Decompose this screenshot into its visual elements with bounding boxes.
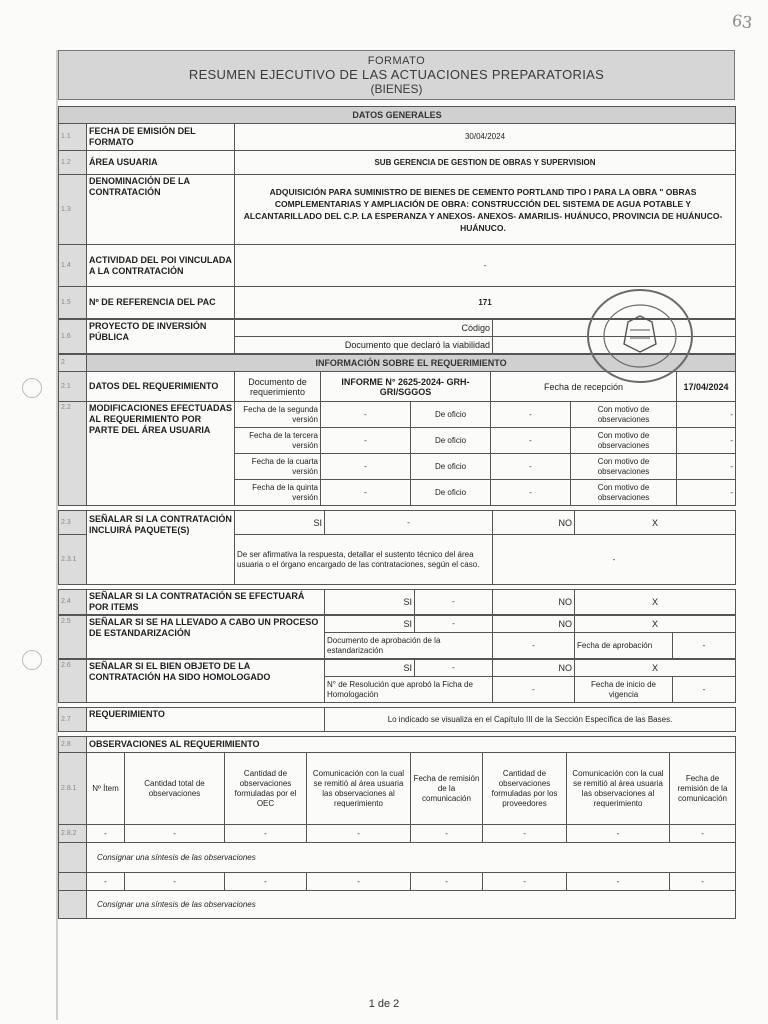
row-number: 1.5 xyxy=(59,287,87,319)
mod-motivo-value: - xyxy=(677,428,736,454)
mod-version-date: - xyxy=(321,428,411,454)
fecha-emision-value: 30/04/2024 xyxy=(235,124,736,151)
row-number: 2.8.1 xyxy=(59,753,87,825)
paquete-label: SEÑALAR SI LA CONTRATACIÓN INCLUIRÁ PAQUETE(S) xyxy=(87,511,235,585)
mod-version-date: - xyxy=(321,402,411,428)
mod-motivo-value: - xyxy=(677,402,736,428)
row-number: 2.5 xyxy=(59,616,87,659)
obs-cell: - xyxy=(125,825,225,843)
denominacion-value: ADQUISICIÓN PARA SUMINISTRO DE BIENES DE CEMENTO PORTLAND TIPO I PARA LA OBRA " OBRAS COMPLEMENTARIAS Y AMPLIACIÓN DE OBRA: CONSTRUCCIÓN DEL SISTEMA DE AGUA POTABLE Y ALCANTARILLADO DEL C.P. LA ESPERANZA Y ANEXOS- ANEXOS- AMARILIS- HUÁNUCO, PROVINCIA DE HUÁNUCO- HUÁNUCO. xyxy=(235,175,736,245)
mod-oficio-label: De oficio xyxy=(411,428,491,454)
obs-cell: - xyxy=(225,873,307,891)
page-footer: 1 de 2 xyxy=(368,998,400,1010)
doc-requerimiento-value: INFORME N° 2625-2024- GRH-GRI/SGGOS xyxy=(321,372,491,402)
mod-oficio-value: - xyxy=(491,454,571,480)
pip-doc-label: Documento que declaró la viabilidad xyxy=(235,337,493,354)
row-number: 1.4 xyxy=(59,245,87,287)
handwritten-page-number: 63 xyxy=(730,10,754,33)
mod-oficio-label: De oficio xyxy=(411,480,491,506)
row-number: 2.6 xyxy=(59,660,87,703)
obs-cell: - xyxy=(567,873,670,891)
obs-cell: - xyxy=(307,873,411,891)
mod-motivo-label: Con motivo de observaciones xyxy=(571,480,677,506)
obs-sintesis: Consignar una síntesis de las observaciones xyxy=(87,843,736,873)
mod-motivo-value: - xyxy=(677,480,736,506)
mod-version-label: Fecha de la segunda versión xyxy=(235,402,321,428)
paquete-no-label: NO xyxy=(493,511,575,535)
header-line3: (BIENES) xyxy=(370,82,423,96)
header-line2: RESUMEN EJECUTIVO DE LAS ACTUACIONES PREPARATORIAS xyxy=(188,67,605,82)
obs-cell: - xyxy=(87,825,125,843)
fecha-recepcion-label: Fecha de recepción xyxy=(491,372,677,402)
header-line1: FORMATO xyxy=(367,55,426,67)
estand-fecha-value: - xyxy=(673,633,736,659)
estand-fecha-label: Fecha de aprobación xyxy=(575,633,673,659)
section-datos-generales: DATOS GENERALES xyxy=(59,107,736,124)
homol-no-label: NO xyxy=(493,660,575,677)
obs-header: Cantidad de observaciones formuladas por los proveedores xyxy=(483,753,567,825)
obs-header: Comunicación con la cual se remitió al área usuaria las observaciones al requerimiento xyxy=(307,753,411,825)
area-usuaria-value: SUB GERENCIA DE GESTION DE OBRAS Y SUPERVISION xyxy=(235,151,736,175)
items-label: SEÑALAR SI LA CONTRATACIÓN SE EFECTUARÁ POR ITEMS xyxy=(87,590,325,615)
mod-oficio-label: De oficio xyxy=(411,402,491,428)
obs-cell: - xyxy=(307,825,411,843)
row-number: 1.1 xyxy=(59,124,87,151)
obs-cell: - xyxy=(87,873,125,891)
observaciones-label: OBSERVACIONES AL REQUERIMIENTO xyxy=(87,737,736,753)
obs-header: Nº Ítem xyxy=(87,753,125,825)
obs-cell: - xyxy=(567,825,670,843)
pac-label: Nº DE REFERENCIA DEL PAC xyxy=(87,287,235,319)
row-number: 1.3 xyxy=(59,175,87,245)
obs-cell: - xyxy=(225,825,307,843)
mod-oficio-value: - xyxy=(491,480,571,506)
paquete-table xyxy=(58,510,736,585)
estand-no-label: NO xyxy=(493,616,575,633)
items-no-label: NO xyxy=(493,590,575,615)
row-number: 1.2 xyxy=(59,151,87,175)
row-number xyxy=(59,843,87,873)
estandarizacion-label: SEÑALAR SI SE HA LLEVADO A CABO UN PROCESO DE ESTANDARIZACIÓN xyxy=(87,616,325,659)
row-number: 2 xyxy=(59,355,87,372)
homol-si-label: SI xyxy=(325,660,415,677)
obs-cell: - xyxy=(483,873,567,891)
estandarizacion-table xyxy=(58,615,736,659)
row-number: 2.4 xyxy=(59,590,87,615)
datos-requerimiento-label: DATOS DEL REQUERIMIENTO xyxy=(87,372,235,402)
pip-label: PROYECTO DE INVERSIÓN PÚBLICA xyxy=(87,320,235,354)
mod-oficio-value: - xyxy=(491,428,571,454)
paquete-detalle-label: De ser afirmativa la respuesta, detallar el sustento técnico del área usuaria o el órgano encargado de las contrataciones, según el caso. xyxy=(235,535,493,585)
mod-oficio-value: - xyxy=(491,402,571,428)
mod-motivo-label: Con motivo de observaciones xyxy=(571,402,677,428)
modificaciones-label: MODIFICACIONES EFECTUADAS AL REQUERIMIENTO POR PARTE DEL ÁREA USUARIA xyxy=(87,402,235,506)
homologacion-label: SEÑALAR SI EL BIEN OBJETO DE LA CONTRATACIÓN HA SIDO HOMOLOGADO xyxy=(87,660,325,703)
items-table xyxy=(58,589,736,615)
row-number: 1.6 xyxy=(59,320,87,354)
mod-version-date: - xyxy=(321,454,411,480)
row-number xyxy=(59,891,87,919)
requerimiento-label: REQUERIMIENTO xyxy=(87,708,325,732)
stamp-emblem-lines xyxy=(630,330,650,338)
section-info-requerimiento: INFORMACIÓN SOBRE EL REQUERIMIENTO xyxy=(87,355,736,372)
doc-requerimiento-label: Documento de requerimiento xyxy=(235,372,321,402)
row-number: 2.1 xyxy=(59,372,87,402)
obs-header: Fecha de remisión de la comunicación xyxy=(670,753,736,825)
mod-motivo-label: Con motivo de observaciones xyxy=(571,428,677,454)
homol-doc-value: - xyxy=(493,677,575,703)
obs-cell: - xyxy=(670,873,736,891)
requerimiento-table xyxy=(58,707,736,732)
items-si-label: SI xyxy=(325,590,415,615)
homol-fecha-label: Fecha de inicio de vigencia xyxy=(575,677,673,703)
obs-cell: - xyxy=(125,873,225,891)
items-si-value: - xyxy=(415,590,493,615)
punch-hole xyxy=(22,378,42,398)
estand-si-label: SI xyxy=(325,616,415,633)
obs-header: Comunicación con la cual se remitió al área usuaria las observaciones al requerimiento xyxy=(567,753,670,825)
mod-version-label: Fecha de la tercera versión xyxy=(235,428,321,454)
homologacion-table xyxy=(58,659,736,703)
stamp-emblem xyxy=(624,316,656,352)
obs-cell: - xyxy=(670,825,736,843)
row-number: 2.2 xyxy=(59,402,87,506)
fecha-emision-label: FECHA DE EMISIÓN DEL FORMATO xyxy=(87,124,235,151)
pip-codigo-label: Código xyxy=(235,320,493,337)
fecha-recepcion-value: 17/04/2024 xyxy=(677,372,736,402)
stamp-inner-ring xyxy=(604,305,676,367)
mod-version-label: Fecha de la cuarta versión xyxy=(235,454,321,480)
homol-doc-label: N° de Resolución que aprobó la Ficha de Homologación xyxy=(325,677,493,703)
official-stamp xyxy=(584,286,696,386)
form-header xyxy=(58,50,735,100)
punch-hole xyxy=(22,650,42,670)
mod-motivo-label: Con motivo de observaciones xyxy=(571,454,677,480)
mod-version-label: Fecha de la quinta versión xyxy=(235,480,321,506)
mod-oficio-label: De oficio xyxy=(411,454,491,480)
homol-no-mark: X xyxy=(575,660,736,677)
row-number: 2.8.2 xyxy=(59,825,87,843)
mod-motivo-value: - xyxy=(677,454,736,480)
obs-cell: - xyxy=(411,825,483,843)
obs-sintesis: Consignar una síntesis de las observaciones xyxy=(87,891,736,919)
obs-header: Fecha de remisión de la comunicación xyxy=(411,753,483,825)
mod-version-date: - xyxy=(321,480,411,506)
paquete-si-value: - xyxy=(325,511,493,535)
denominacion-label: DENOMINACIÓN DE LA CONTRATACIÓN xyxy=(87,175,235,245)
row-number xyxy=(59,873,87,891)
homol-fecha-value: - xyxy=(673,677,736,703)
obs-cell: - xyxy=(411,873,483,891)
form-page xyxy=(58,50,735,919)
poi-value: - xyxy=(235,245,736,287)
homol-si-value: - xyxy=(415,660,493,677)
obs-cell: - xyxy=(483,825,567,843)
estand-doc-value: - xyxy=(493,633,575,659)
obs-header: Cantidad total de observaciones xyxy=(125,753,225,825)
observaciones-table xyxy=(58,736,736,919)
poi-label: ACTIVIDAD DEL POI VINCULADA A LA CONTRATACIÓN xyxy=(87,245,235,287)
paquete-si-label: SI xyxy=(235,511,325,535)
pac-value: 171 xyxy=(235,287,736,319)
paquete-no-mark: X xyxy=(575,511,736,535)
items-no-mark: X xyxy=(575,590,736,615)
estand-doc-label: Documento de aprobación de la estandarización xyxy=(325,633,493,659)
paquete-detalle-value: - xyxy=(493,535,736,585)
requerimiento-value: Lo indicado se visualiza en el Capítulo III de la Sección Específica de las Bases. xyxy=(325,708,736,732)
row-number: 2.3.1 xyxy=(59,535,87,585)
row-number: 2.8 xyxy=(59,737,87,753)
estand-si-value: - xyxy=(415,616,493,633)
estand-no-mark: X xyxy=(575,616,736,633)
obs-header: Cantidad de observaciones formuladas por el OEC xyxy=(225,753,307,825)
row-number: 2.3 xyxy=(59,511,87,535)
row-number: 2.7 xyxy=(59,708,87,732)
area-usuaria-label: ÁREA USUARIA xyxy=(87,151,235,175)
